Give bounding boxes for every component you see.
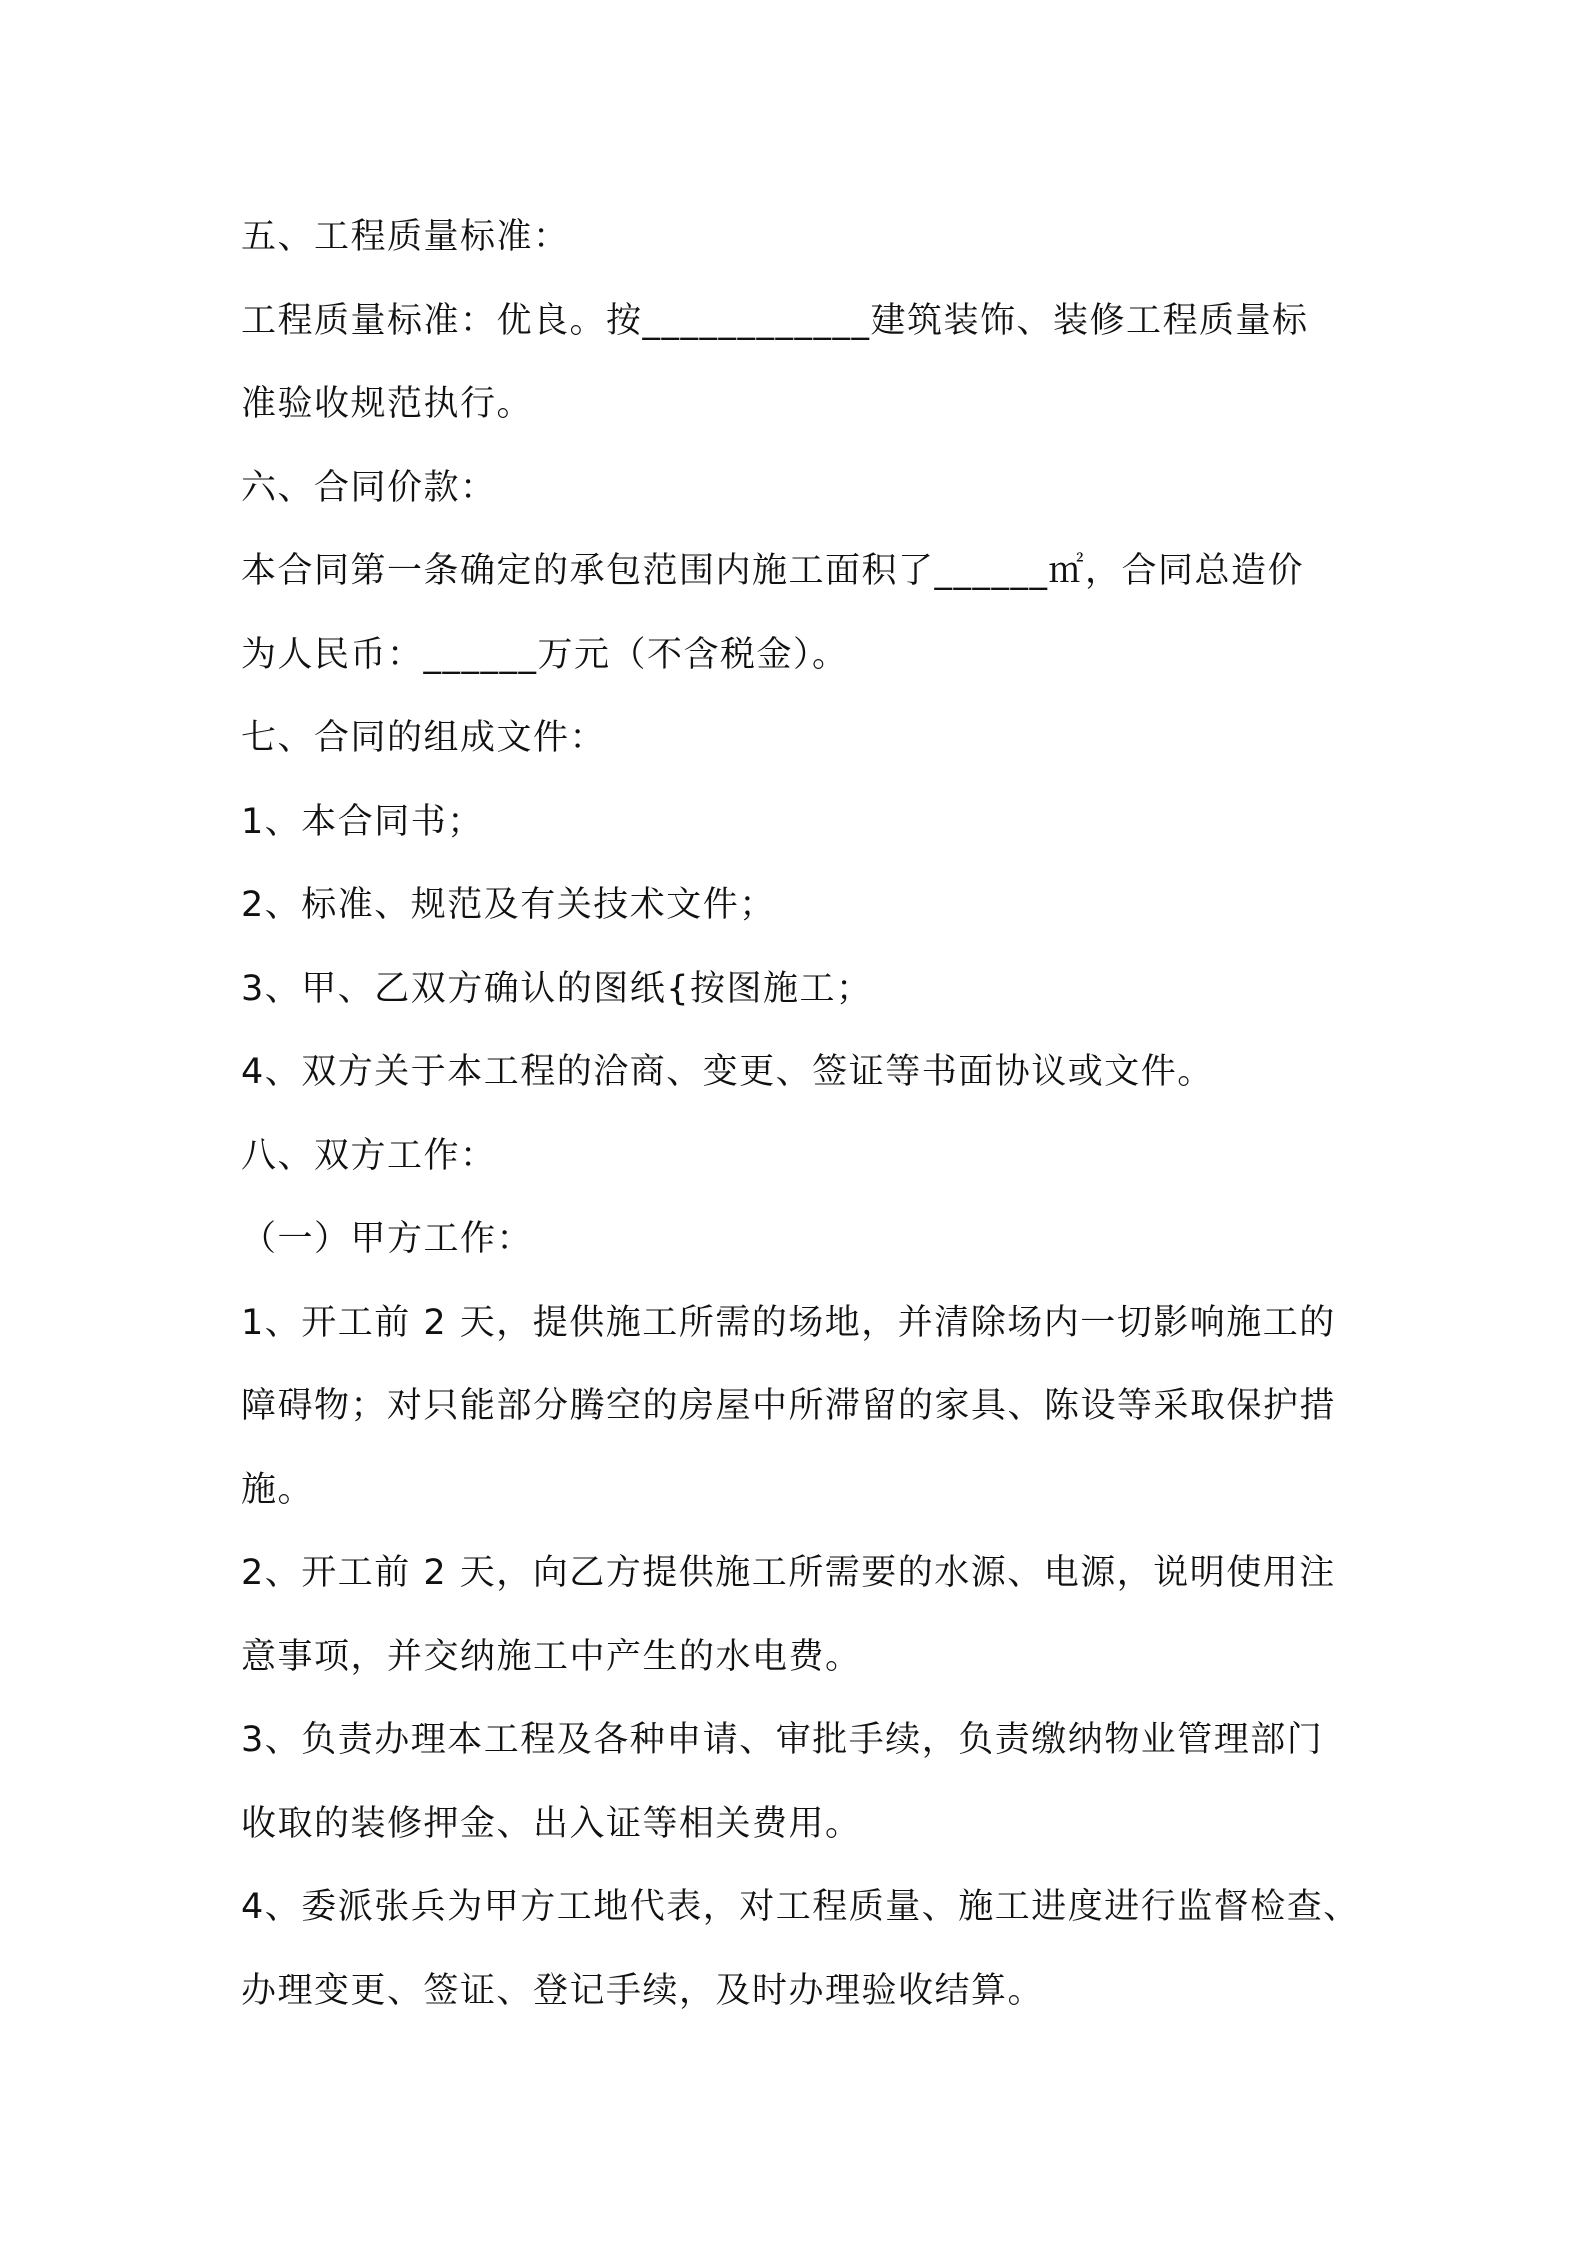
list-item: 1、开工前 2 天，提供施工所需的场地，并清除场内一切影响施工的 <box>241 1302 1336 1343</box>
paragraph-line: 本合同第一条确定的承包范围内施工面积了______㎡，合同总造价 <box>241 551 1305 591</box>
section-heading-documents: 七、合同的组成文件： <box>241 718 607 758</box>
list-item: 3、负责办理本工程及各种申请、审批手续，负责缴纳物业管理部门 <box>241 1720 1324 1760</box>
document-body <box>241 196 1371 2033</box>
section-heading-price: 六、合同价款： <box>241 467 497 508</box>
paragraph-line: 施。 <box>241 1469 315 1510</box>
list-item: 4、委派张兵为甲方工地代表，对工程质量、施工进度进行监督检查、 <box>241 1887 1360 1927</box>
paragraph-line: 收取的装修押金、出入证等相关费用。 <box>241 1803 862 1844</box>
paragraph-line: 意事项，并交纳施工中产生的水电费。 <box>241 1636 862 1677</box>
paragraph-line: 办理变更、签证、登记手续，及时办理验收结算。 <box>241 1970 1045 2011</box>
list-item: 1、本合同书； <box>241 801 484 842</box>
list-item: 2、开工前 2 天，向乙方提供施工所需要的水源、电源，说明使用注 <box>241 1553 1336 1593</box>
paragraph-line: 障碍物；对只能部分腾空的房屋中所滞留的家具、陈设等采取保护措 <box>241 1386 1337 1426</box>
list-item: 2、标准、规范及有关技术文件； <box>241 885 776 925</box>
paragraph-line: 工程质量标准：优良。按____________建筑装饰、装修工程质量标 <box>241 300 1309 341</box>
section-heading-duties: 八、双方工作： <box>241 1135 497 1176</box>
list-item: 4、双方关于本工程的洽商、变更、签证等书面协议或文件。 <box>241 1052 1214 1092</box>
section-heading-quality: 五、工程质量标准： <box>241 217 570 257</box>
subsection-heading-party-a: （一）甲方工作： <box>241 1219 534 1259</box>
paragraph-line: 为人民币：______万元（不含税金）。 <box>241 634 849 675</box>
list-item: 3、甲、乙双方确认的图纸{按图施工； <box>241 968 873 1009</box>
paragraph-line: 准验收规范执行。 <box>241 384 534 424</box>
